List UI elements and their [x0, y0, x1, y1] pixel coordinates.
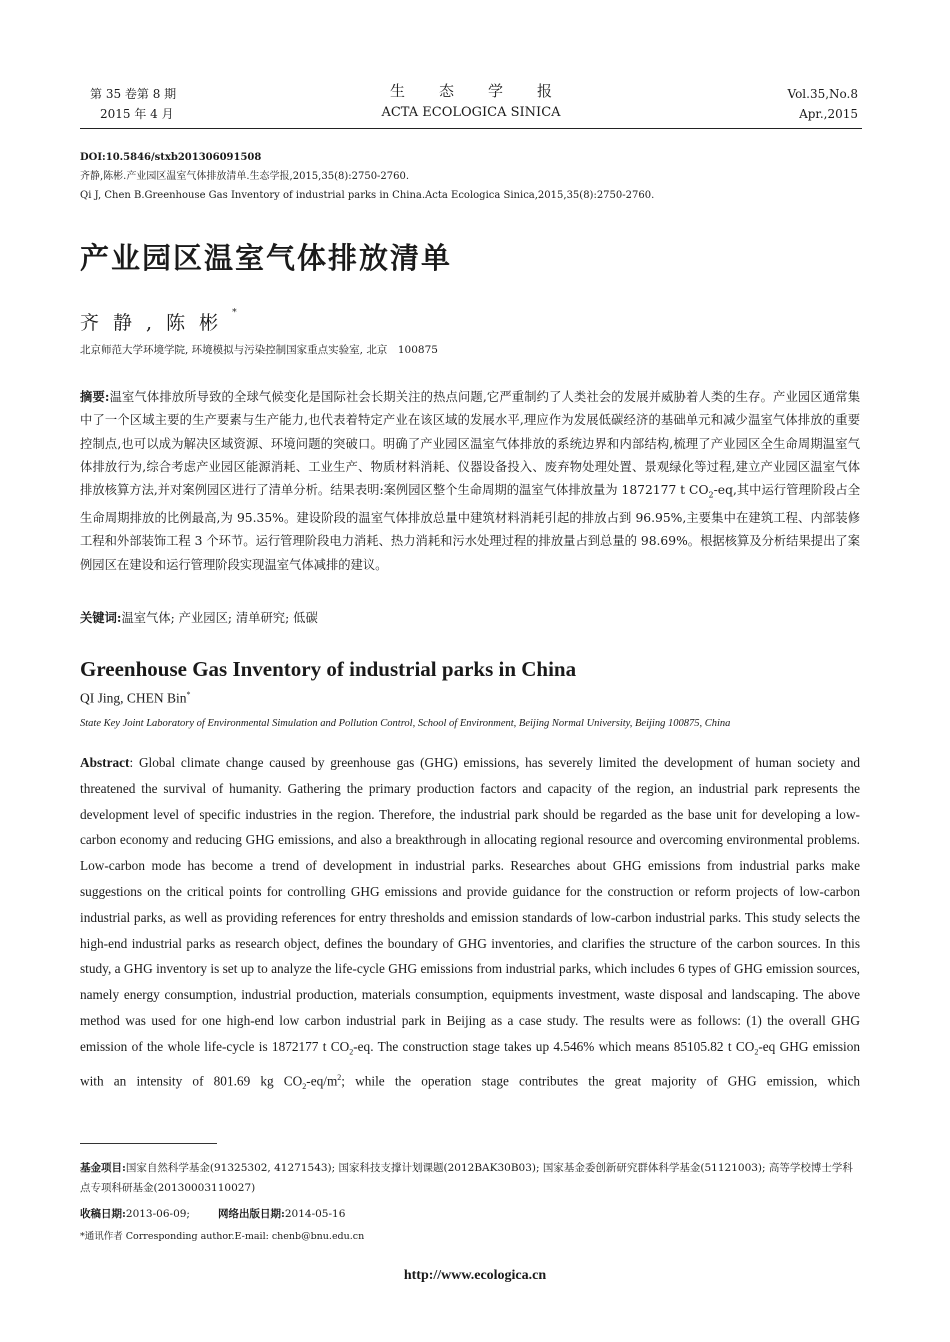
- journal-name-en: ACTA ECOLOGICA SINICA: [381, 105, 561, 120]
- author-1-cn: 齐静: [80, 312, 147, 334]
- subscript: 2: [708, 490, 714, 500]
- corresponding-mark-en: *: [186, 690, 191, 699]
- abstract-en-text-1: Global climate change caused by greenhouse gas (GHG) emissions, has severely limited the development of human society and threatened the survival of humanity. Gathering the primary production factors and capacity of the region, an industrial park represents the development level of specific industries in the region. Therefore, the industrial park should be regarded as the base unit for developing a low-carbon economy and reducing GHG emissions, and also a breakthrough in allocating regional resource and overcoming environmental problems. Low-carbon mode has become a trend of development in industrial parks. Researches about GHG emissions from industrial parks make suggestions on the critical points for controlling GHG emissions and provide guidance for the construction or reform projects of low-carbon industrial parks, as well as providing references for entry thresholds and emission standards of low-carbon industrial parks. This study selects the high-end industrial parks as research object, defines the boundary of GHG inventories, and clarifies the structure of the carbon sources. In this study, a GHG inventory is set up to analyze the life-cycle GHG emissions from industrial parks, which includes 6 types of GHG emission sources, namely energy consumption, industrial production, materials consumption, equipments investment, waste disposal and landscaping. The above method was used for one high-end low carbon industrial park in Beijing as a case study. The results were as follows: (1) the overall GHG emission of the whole life-cycle is 1872177 t CO: [80, 755, 860, 1054]
- doi[interactable]: DOI:10.5846/stxb201306091508: [80, 152, 262, 163]
- abstract-en-text-2: -eq. The construction stage takes up 4.546% which means 85105.82 t CO: [353, 1038, 755, 1054]
- keywords-cn: [80, 606, 860, 630]
- keywords-label-cn: 关键词:: [80, 610, 122, 625]
- abstract-cn-text-1: 温室气体排放所导致的全球气候变化是国际社会长期关注的热点问题,它严重制约了人类社会的发展并威胁着人类的生存。产业园区通常集中了一个区域主要的生产要素与生产能力,也代表着特定产业在该区域的发展水平,理应作为发展低碳经济的基础单元和减少温室气体排放的重要控制点,也可以成为解决区域资源、环境问题的突破口。明确了产业园区温室气体排放的系统边界和内部结构,梳理了产业园区全生命周期温室气体排放行为,综合考虑产业园区能源消耗、工业生产、物质材料消耗、仪器设备投入、废弃物处理处置、景观绿化等过程,建立产业园区温室气体排放核算方法,并对案例园区进行了清单分析。结果表明:案例园区整个生命周期的温室气体排放量为 1872177 t CO: [80, 390, 860, 498]
- footer-url[interactable]: http://www.ecologica.cn: [403, 1268, 547, 1283]
- citation-block: [80, 148, 870, 205]
- abstract-en: [80, 750, 860, 1100]
- footnote-funding: [80, 1158, 860, 1198]
- received-label: 收稿日期:: [80, 1208, 126, 1220]
- header-center: [80, 80, 862, 124]
- funding-label: 基金项目:: [80, 1162, 126, 1174]
- abstract-cn: [80, 385, 860, 577]
- subscript: 2: [349, 1047, 354, 1057]
- abstract-colon: :: [129, 755, 139, 770]
- online-label: 网络出版日期:: [217, 1208, 285, 1220]
- date-en: Apr.,2015: [799, 107, 858, 121]
- citation-cn: 齐静,陈彬.产业园区温室气体排放清单.生态学报,2015,35(8):2750-2760.: [80, 171, 410, 182]
- abstract-cn-text-2: -eq,其中运行管理阶段占全生命周期排放的比例最高,为 95.35%。建设阶段的温室气体排放总量中建筑材料消耗引起的排放占到 96.95%,主要集中在建筑工程、内部装修工程和外部装饰工程 3 个环节。运行管理阶段电力消耗、热力消耗和污水处理过程的排放量占到总量的 98.69%。根据核算及分析结果提出了案例园区在建设和运行管理阶段实现温室气体减排的建议。: [80, 483, 860, 572]
- funding-text: 国家自然科学基金(91325302, 41271543); 国家科技支撑计划课题(2012BAK30B03); 国家基金委创新研究群体科学基金(51121003); 高等学校博士学科点专项科研基金(20130003110027): [80, 1162, 853, 1194]
- journal-header: [80, 72, 862, 128]
- volume-en: Vol.35,No.8: [787, 87, 858, 101]
- paper-title-en: Greenhouse Gas Inventory of industrial parks in China: [80, 657, 577, 681]
- authors-en-text: QI Jing, CHEN Bin: [80, 690, 187, 706]
- received-date: 2013-06-09;: [125, 1208, 190, 1220]
- date-cn: 2015 年 4 月: [100, 107, 174, 121]
- corresponding-mark: *: [232, 308, 237, 318]
- footnote-dates: [80, 1204, 860, 1224]
- affiliation-cn: 北京师范大学环境学院, 环境模拟与污染控制国家重点实验室, 北京 100875: [80, 344, 438, 356]
- abstract-label-en: Abstract: [80, 755, 130, 770]
- affiliation-en: State Key Joint Laboratory of Environmental Simulation and Pollution Control, School of Environment, Beijing Normal University, Beijing 100875, China: [80, 718, 731, 729]
- header-right: [788, 84, 859, 124]
- author-separator: ,: [146, 312, 167, 334]
- abstract-label-cn: 摘要:: [80, 389, 110, 404]
- abstract-en-text-5: ; while the operation stage contributes the great majority of GHG emission, which: [341, 1073, 860, 1089]
- keywords-text-cn: 温室气体; 产业园区; 清单研究; 低碳: [121, 611, 318, 625]
- paper-title-cn: 产业园区温室气体排放清单: [80, 241, 453, 275]
- journal-name-cn: 生态学报: [389, 82, 586, 100]
- authors-cn: [80, 308, 237, 335]
- abstract-en-text-4: -eq/m: [306, 1073, 338, 1089]
- author-2-cn: 陈彬: [166, 312, 233, 334]
- volume-cn: 第 35 卷第 8 期: [90, 87, 177, 101]
- abstract-en-text-3: -eq GHG emission with an intensity of 801.69 kg CO: [80, 1038, 860, 1089]
- citation-en: Qi J, Chen B.Greenhouse Gas Inventory of industrial parks in China.Acta Ecologica Sinica,2015,35(8):2750-2760.: [80, 190, 655, 201]
- header-rule: [80, 128, 862, 129]
- footnote-corresponding[interactable]: *通讯作者 Corresponding author.E-mail: chenb@bnu.edu.cn: [80, 1231, 365, 1242]
- subscript: 2: [302, 1082, 307, 1092]
- authors-en: [80, 690, 191, 707]
- footnote-rule: [80, 1143, 217, 1144]
- online-date: 2014-05-16: [284, 1208, 346, 1220]
- superscript: 2: [337, 1073, 342, 1083]
- subscript: 2: [754, 1047, 759, 1057]
